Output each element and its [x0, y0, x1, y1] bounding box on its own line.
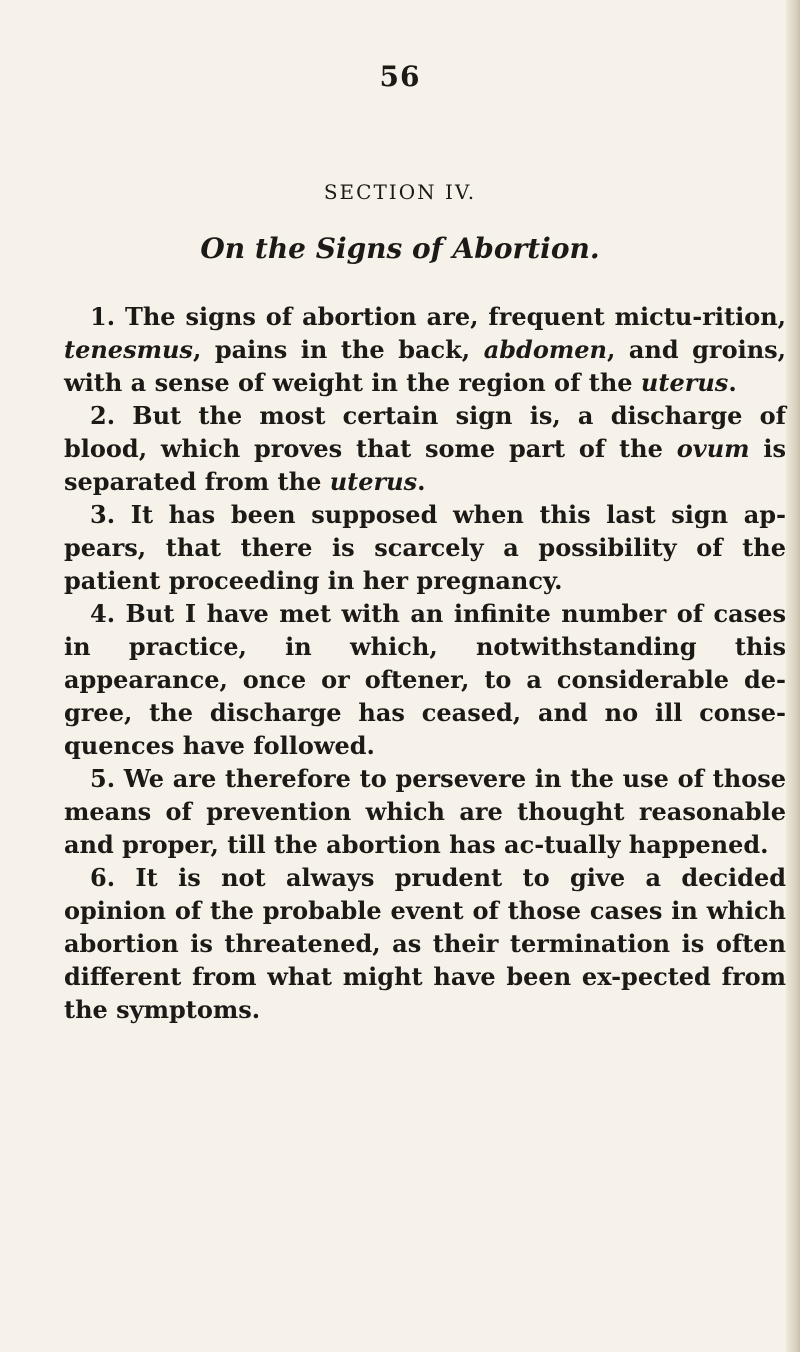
paragraph	[64, 762, 786, 861]
paragraph-text: .	[728, 368, 737, 397]
paragraph	[64, 597, 786, 762]
italic-term: uterus	[640, 368, 729, 397]
paragraph-text: But the most certain sign is, a discharge of blood, which proves that some part of the	[64, 401, 786, 463]
paragraph-text: It is not always prudent to give a decided opinion of the probable event of those cases in which abortion is threatened, as their termination is often different from what might have been ex-pected from the symptoms.	[64, 863, 786, 1024]
section-label: SECTION IV.	[323, 180, 477, 204]
paragraph	[64, 861, 786, 1026]
paragraph-number: 2.	[90, 401, 116, 430]
paragraph	[64, 399, 786, 498]
paragraph-number: 3.	[90, 500, 116, 529]
italic-term: abdomen	[483, 335, 607, 364]
paragraph-text: is separated from the	[64, 434, 786, 496]
paragraph-text: .	[417, 467, 426, 496]
italic-term: tenesmus	[64, 335, 193, 364]
paragraph-number: 5.	[90, 764, 116, 793]
paragraph-number: 1.	[90, 302, 116, 331]
italic-term: uterus	[329, 467, 418, 496]
paragraph-text: It has been supposed when this last sign ap-pears, that there is scarcely a possibility of the patient proceeding in her pregnancy.	[64, 500, 786, 595]
paragraph-text: , pains in the back,	[192, 335, 484, 364]
paragraph-number: 6.	[90, 863, 116, 892]
paragraph-number: 4.	[90, 599, 116, 628]
body-text	[64, 300, 786, 1026]
page-number: 56	[379, 60, 421, 93]
paragraph	[64, 498, 786, 597]
paragraph-text: The signs of abortion are, frequent mictu-rition,	[115, 302, 786, 331]
paragraph-text: , and groins, with a sense of weight in the region of the	[64, 335, 787, 397]
paragraph-text: But I have met with an infinite number of cases in practice, in which, notwithstanding this appearance, once or oftener, to a considerable de-gree, the discharge has ceased, and no ill conse-quences have followed.	[64, 599, 786, 760]
section-title: On the Signs of Abortion.	[200, 232, 600, 265]
paragraph-text: We are therefore to persevere in the use of those means of prevention which are thought reasonable and proper, till the abortion has ac-tually happened.	[64, 764, 786, 859]
paragraph	[64, 300, 786, 399]
italic-term: ovum	[676, 434, 750, 463]
